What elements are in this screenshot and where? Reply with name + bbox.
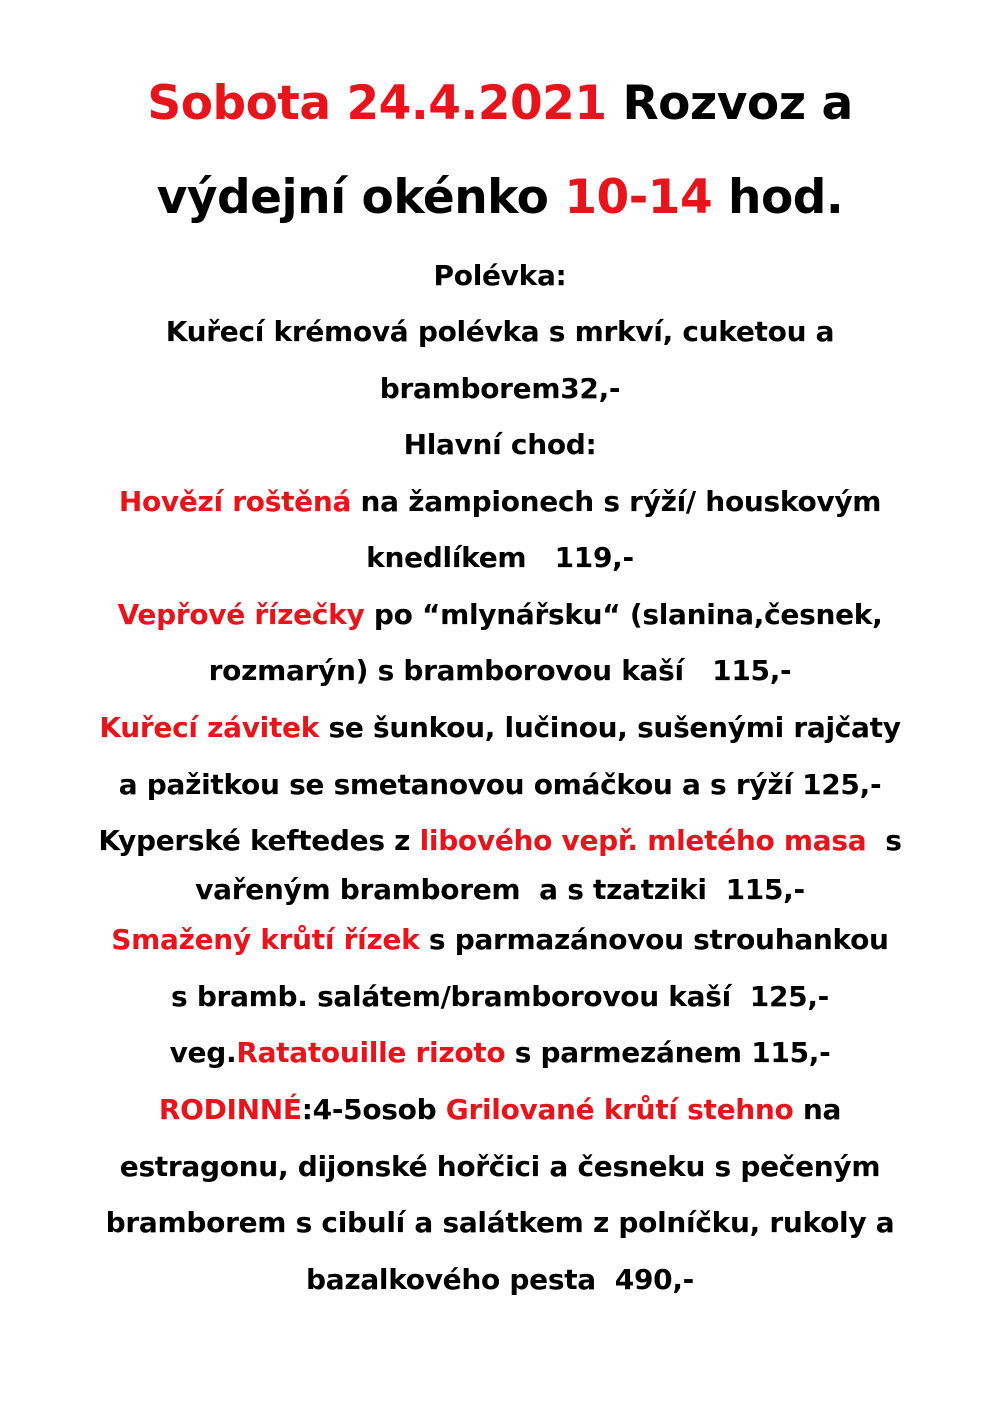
family-dish-name: Grilované krůtí stehno — [445, 1093, 794, 1126]
main-item-2-desc: po “mlynářsku“ (slanina,česnek, — [364, 598, 883, 631]
family-line-3: bramborem s cibulí a salátkem z polníčku, rukoly a — [105, 1206, 895, 1239]
main-item-5-line-2: s bramb. salátem/bramborovou kaší 125,- — [171, 980, 829, 1013]
main-item-3-line-1 — [0, 710, 1000, 746]
main-item-3-line-2: a pažitkou se smetanovou omáčkou a s rýží 125,- — [118, 768, 882, 801]
main-item-1-line-2: knedlíkem 119,- — [366, 541, 634, 574]
main-item-5-name: Smažený krůtí řízek — [111, 923, 420, 956]
main-item-1-desc: na žampionech s rýží/ houskovým — [351, 485, 882, 518]
main-item-6-name: Ratatouille rizoto — [236, 1036, 506, 1069]
main-item-2-name: Vepřové řízečky — [117, 598, 365, 631]
family-line-4: bazalkového pesta 490,- — [306, 1263, 694, 1296]
main-item-5-desc: s parmazánovou strouhankou — [419, 923, 889, 956]
main-item-4-line-1 — [0, 823, 1000, 859]
heading-line-1 — [0, 76, 1000, 131]
main-item-6-prefix: veg. — [169, 1036, 237, 1069]
family-label: RODINNÉ — [158, 1093, 302, 1126]
main-item-1-line-1 — [0, 484, 1000, 520]
heading-hours-unit: hod. — [712, 170, 844, 225]
heading-delivery: Rozvoz a — [606, 76, 853, 131]
family-line-2: estragonu, dijonské hořčici a česneku s pečeným — [119, 1150, 881, 1183]
main-item-4-end: s — [866, 824, 902, 857]
main-item-4-intro: Kyperské keftedes z — [98, 824, 420, 857]
family-line-1-rest: na — [793, 1093, 842, 1126]
main-course-label: Hlavní chod: — [403, 428, 597, 461]
main-item-3-name: Kuřecí závitek — [99, 711, 320, 744]
soup-line-2: bramborem32,- — [379, 372, 621, 405]
heading-date: Sobota 24.4.2021 — [147, 76, 607, 131]
main-item-6-desc: s parmezánem 115,- — [505, 1036, 831, 1069]
main-item-2-line-2: rozmarýn) s bramborovou kaší 115,- — [208, 654, 792, 687]
main-item-6-line-1 — [0, 1035, 1000, 1071]
main-item-4-name: libového vepř. mletého masa — [419, 824, 867, 857]
soup-line-1: Kuřecí krémová polévka s mrkví, cuketou a — [165, 315, 835, 348]
heading-hours: 10-14 — [564, 170, 713, 225]
main-item-1-name: Hovězí roštěná — [118, 485, 352, 518]
family-persons: :4-5osob — [301, 1093, 446, 1126]
main-item-4-line-2: vařeným bramborem a s tzatziki 115,- — [195, 873, 805, 906]
heading-window: výdejní okénko — [156, 170, 565, 225]
main-item-2-line-1 — [0, 597, 1000, 633]
main-item-3-desc: se šunkou, lučinou, sušenými rajčaty — [319, 711, 901, 744]
main-item-5-line-1 — [0, 922, 1000, 958]
soup-label: Polévka: — [433, 259, 567, 292]
heading-line-2 — [0, 170, 1000, 225]
family-line-1 — [0, 1092, 1000, 1128]
